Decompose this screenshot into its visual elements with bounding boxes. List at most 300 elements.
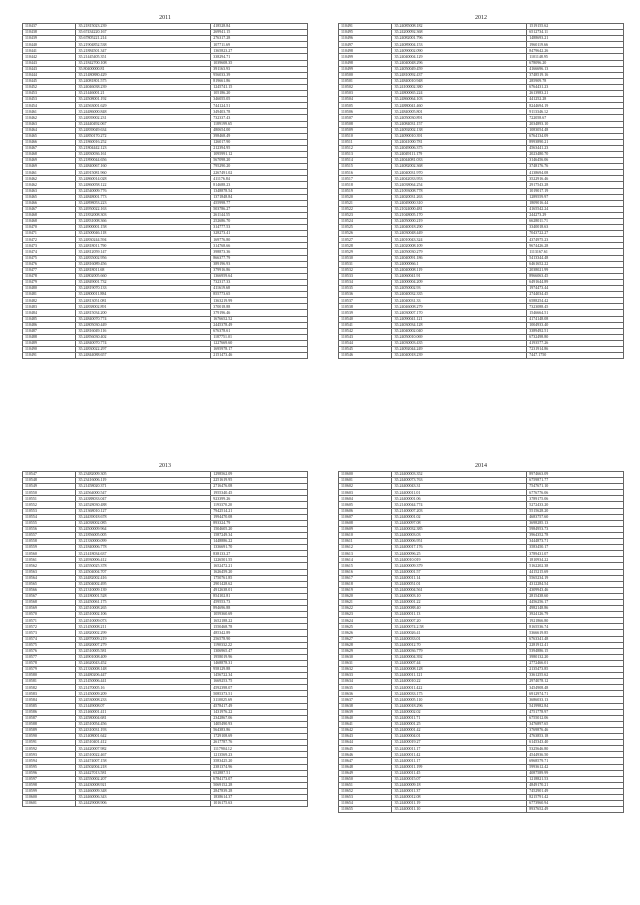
row-id-cell: 110655 [339, 807, 392, 813]
row-id-cell: 110469 [23, 158, 76, 164]
table-row [23, 353, 308, 359]
value-cell: 1059360.69 [211, 612, 308, 618]
row-id-cell: 110468 [23, 212, 76, 218]
row-id-cell: 110569 [23, 606, 76, 612]
value-cell: 1958019.96 [211, 654, 308, 660]
code-cell: 35.24500009.964 [76, 526, 211, 532]
row-id-cell: 110614 [339, 557, 392, 563]
code-cell: 35.24400012.08 [392, 794, 527, 800]
row-id-cell: 110644 [339, 740, 392, 746]
value-cell: 1348878.54 [211, 188, 308, 194]
value-cell: 1921866.80 [527, 618, 624, 624]
value-cell: 5325646.80 [527, 746, 624, 752]
code-cell: 35.24510002.106 [76, 612, 211, 618]
code-cell: 35.24050000.219 [392, 219, 527, 225]
code-cell: 35.24839049.634 [76, 127, 211, 133]
row-id-cell: 110607 [339, 514, 392, 520]
code-cell: 35.24460009.348 [76, 788, 211, 794]
value-cell: 854102.81 [211, 593, 308, 599]
row-id-cell: 110490 [23, 346, 76, 352]
row-id-cell: 110612 [339, 545, 392, 551]
value-cell: 2772466.01 [527, 660, 624, 666]
value-cell: 2381374.96 [211, 764, 308, 770]
row-id-cell: 110595 [23, 764, 76, 770]
value-cell: 6776776.06 [527, 490, 624, 496]
code-cell: 35.21884501.347 [76, 48, 211, 54]
code-cell: 35.24050002.93 [392, 286, 527, 292]
code-cell: 35.24400036.779 [392, 648, 527, 654]
code-cell: 35.80400000.81 [76, 66, 211, 72]
value-cell: 256578.90 [211, 636, 308, 642]
code-cell: 35.24835002.956 [76, 255, 211, 261]
row-id-cell: 110634 [339, 679, 392, 685]
code-cell: 35.21330000.099 [76, 539, 211, 545]
panel-title: 2013 [159, 463, 171, 469]
value-cell: 567098.20 [211, 158, 308, 164]
row-id-cell: 110564 [23, 575, 76, 581]
value-cell: 1750761.85 [211, 575, 308, 581]
code-cell: 35.24400001.57 [392, 569, 527, 575]
value-cell: 4763853.18 [527, 734, 624, 740]
table-panel-2014 [338, 463, 624, 813]
value-cell: 4087589.99 [527, 770, 624, 776]
row-id-cell: 110547 [23, 472, 76, 478]
row-id-cell: 110606 [339, 508, 392, 514]
row-id-cell: 110613 [339, 551, 392, 557]
value-cell: 732317.33 [211, 279, 308, 285]
value-cell: 2716476.08 [211, 484, 308, 490]
code-cell: 35.24840010.948 [392, 78, 527, 84]
row-id-cell: 110653 [339, 794, 392, 800]
code-cell: 35.24860058.122 [76, 182, 211, 188]
row-id-cell: 110521 [339, 200, 392, 206]
code-cell: 35.24915081.960 [76, 170, 211, 176]
code-cell: 35.24084031.157 [392, 121, 527, 127]
code-cell: 35.24400003.352 [392, 472, 527, 478]
code-cell: 35.24400011.121 [392, 673, 527, 679]
value-cell: 455998.77 [211, 200, 308, 206]
code-cell: 35.24839002.231 [76, 115, 211, 121]
value-cell: 958129.88 [211, 667, 308, 673]
code-cell: 35.24400005.110 [392, 697, 527, 703]
row-id-cell: 110491 [339, 24, 392, 30]
row-id-cell: 110512 [339, 145, 392, 151]
row-id-cell: 110452 [23, 84, 76, 90]
row-id-cell: 110587 [23, 715, 76, 721]
value-cell: 6461652.22 [527, 261, 624, 267]
value-cell: 1431976.22 [211, 709, 308, 715]
row-id-cell: 110496 [339, 36, 392, 42]
row-id-cell: 110509 [339, 127, 392, 133]
row-id-cell: 110568 [23, 599, 76, 605]
panel-title: 2011 [159, 15, 171, 21]
code-cell: 35.24840070.774 [76, 316, 211, 322]
row-id-cell: 110477 [23, 267, 76, 273]
row-id-cell: 110654 [339, 801, 392, 807]
value-cell: 7942514.21 [211, 508, 308, 514]
value-cell: 1336691.70 [211, 545, 308, 551]
row-id-cell: 110557 [23, 532, 76, 538]
row-id-cell: 110600 [23, 794, 76, 800]
row-id-cell: 110442 [23, 54, 76, 60]
value-cell: 564383.86 [211, 727, 308, 733]
value-cell: 244273.29 [527, 212, 624, 218]
code-cell: 35.24820002.299 [76, 630, 211, 636]
value-cell: 9674426.28 [527, 243, 624, 249]
code-cell: 35.24400001.02 [392, 514, 527, 520]
row-id-cell: 110609 [339, 526, 392, 532]
row-id-cell: 110650 [339, 776, 392, 782]
value-cell: 1039608.35 [211, 60, 308, 66]
value-cell: 480654.00 [211, 127, 308, 133]
value-cell: 956033.39 [211, 72, 308, 78]
code-cell: 35.24528030.488 [76, 502, 211, 508]
row-id-cell: 110620 [339, 593, 392, 599]
value-cell: 1113167.61 [527, 249, 624, 255]
value-cell: 7323088.45 [527, 304, 624, 310]
data-table [338, 471, 624, 813]
code-cell: 35.21446001.21 [76, 91, 211, 97]
row-id-cell: 110635 [339, 685, 392, 691]
value-cell: 2901428.62 [211, 581, 308, 587]
value-cell: 328273.41 [211, 231, 308, 237]
value-cell: 389196.93 [211, 261, 308, 267]
code-cell: 35.24400009.18 [392, 782, 527, 788]
code-cell: 35.24030007.170 [392, 310, 527, 316]
value-cell: 7231914.86 [527, 346, 624, 352]
code-cell: 35.24050049.459 [392, 66, 527, 72]
value-cell: 1955340.45 [211, 490, 308, 496]
row-id-cell: 110550 [23, 490, 76, 496]
value-cell: 3389492.51 [527, 328, 624, 334]
code-cell: 35.21330008.148 [76, 667, 211, 673]
row-id-cell: 110484 [23, 310, 76, 316]
value-cell: 923399.26 [211, 496, 308, 502]
code-cell: 35.24400011.14 [392, 575, 527, 581]
code-cell: 35.24429008.906 [76, 801, 211, 807]
value-cell: 732337.43 [211, 115, 308, 121]
value-cell: 6491644.89 [527, 279, 624, 285]
code-cell: 35.24400012.70 [392, 642, 527, 648]
code-cell: 35.24420007.982 [76, 746, 211, 752]
value-cell: 4578417.49 [211, 703, 308, 709]
row-id-cell: 110601 [23, 801, 76, 807]
row-id-cell: 110603 [339, 490, 392, 496]
code-cell: 35.24880041.460 [392, 103, 527, 109]
row-id-cell: 110491 [23, 353, 76, 359]
row-id-cell: 110443 [23, 66, 76, 72]
value-cell: 1227669.60 [211, 340, 308, 346]
value-cell: 2342867.06 [211, 715, 308, 721]
code-cell: 35.24000004.209 [392, 279, 527, 285]
value-cell: 4683757.60 [527, 514, 624, 520]
code-cell: 35.24500046.118 [76, 231, 211, 237]
value-cell: 5366619.85 [527, 630, 624, 636]
row-id-cell: 110600 [339, 472, 392, 478]
row-id-cell: 110566 [23, 587, 76, 593]
row-id-cell: 110594 [23, 758, 76, 764]
row-id-cell: 110533 [339, 273, 392, 279]
row-id-cell: 110468 [23, 151, 76, 157]
code-cell: 35.24400011.17 [392, 746, 527, 752]
value-cell: 1405490.93 [211, 721, 308, 727]
row-id-cell: 110549 [23, 484, 76, 490]
code-cell: 35.24898053.223 [76, 200, 211, 206]
row-id-cell: 110584 [23, 697, 76, 703]
code-cell: 35.24050030.891 [392, 115, 527, 121]
row-id-cell: 110517 [339, 176, 392, 182]
value-cell: 3146456.06 [527, 158, 624, 164]
value-cell: 6628011.71 [527, 219, 624, 225]
row-id-cell: 110499 [339, 66, 392, 72]
value-cell: 2744034.45 [527, 292, 624, 298]
value-cell: 3583425.20 [211, 758, 308, 764]
code-cell: 35.24901008.409 [76, 654, 211, 660]
value-cell: 6784173.07 [211, 776, 308, 782]
row-id-cell: 110479 [23, 279, 76, 285]
row-id-cell: 110621 [339, 599, 392, 605]
row-id-cell: 110544 [339, 340, 392, 346]
value-cell: 441252.28 [527, 97, 624, 103]
row-id-cell: 110567 [23, 593, 76, 599]
code-cell: 35.24400007.44 [392, 660, 527, 666]
row-id-cell: 110501 [339, 78, 392, 84]
code-cell: 35.24400011.17 [392, 758, 527, 764]
code-cell: 35.24049111.179 [392, 151, 527, 157]
value-cell: 1587249.34 [211, 532, 308, 538]
code-cell: 35.24400010.22 [392, 679, 527, 685]
row-id-cell: 110575 [23, 642, 76, 648]
value-cell: 503786.27 [211, 206, 308, 212]
code-cell: 35.24100002.380 [392, 84, 527, 90]
value-cell: 418528.84 [211, 24, 308, 30]
code-cell: 35.24802005.660 [76, 273, 211, 279]
value-cell: 3110025.69 [211, 697, 308, 703]
code-cell: 35.21842700.108 [76, 60, 211, 66]
code-cell: 35.24840070.774 [76, 340, 211, 346]
row-id-cell: 110626 [339, 630, 392, 636]
code-cell: 35.24400074.2.58 [392, 624, 527, 630]
code-cell: 35.24400051.01 [392, 581, 527, 587]
code-cell: 35.24400001.06 [392, 496, 527, 502]
code-cell: 35.24400011.10 [392, 807, 527, 813]
code-cell: 35.24038064.254 [392, 182, 527, 188]
row-id-cell: 110541 [339, 322, 392, 328]
data-table [22, 23, 308, 359]
code-cell: 35.24400008.128 [392, 667, 527, 673]
row-id-cell: 110441 [23, 48, 76, 54]
code-cell: 35.24450061.175 [76, 599, 211, 605]
value-cell: 169776.80 [211, 237, 308, 243]
row-id-cell: 110508 [339, 121, 392, 127]
row-id-cell: 110481 [23, 292, 76, 298]
row-id-cell: 110560 [23, 551, 76, 557]
code-cell: 35.23482009.305 [76, 472, 211, 478]
row-id-cell: 110526 [339, 231, 392, 237]
row-id-cell: 110482 [23, 298, 76, 304]
row-id-cell: 110608 [339, 520, 392, 526]
row-id-cell: 110488 [23, 334, 76, 340]
row-id-cell: 110596 [23, 770, 76, 776]
row-id-cell: 110611 [339, 539, 392, 545]
code-cell: 35.24044081.033 [392, 158, 527, 164]
value-cell: 6588254.42 [527, 298, 624, 304]
row-id-cell: 110444 [23, 72, 76, 78]
value-cell: 2151473.46 [211, 353, 308, 359]
code-cell: 35.24439018.678 [76, 514, 211, 520]
row-id-cell: 110538 [339, 304, 392, 310]
code-cell: 35.24400006.951 [392, 539, 527, 545]
row-id-cell: 110645 [339, 746, 392, 752]
code-cell: 35.24440492.067 [76, 121, 211, 127]
code-cell: 35.21804442.123 [76, 145, 211, 151]
row-id-cell: 110616 [339, 569, 392, 575]
row-id-cell: 110485 [23, 316, 76, 322]
value-cell: 4312284.54 [527, 581, 624, 587]
row-id-cell: 110524 [339, 219, 392, 225]
value-cell: 3340018.63 [527, 225, 624, 231]
row-id-cell: 110648 [339, 764, 392, 770]
row-id-cell: 110462 [23, 176, 76, 182]
row-id-cell: 110629 [339, 648, 392, 654]
row-id-cell: 110445 [23, 78, 76, 84]
value-cell: 1365823.27 [211, 48, 308, 54]
code-cell: 35.24400032.385 [392, 526, 527, 532]
row-id-cell: 110627 [339, 636, 392, 642]
row-id-cell: 110630 [339, 654, 392, 660]
row-id-cell: 110624 [339, 618, 392, 624]
row-id-cell: 110439 [23, 36, 76, 42]
row-id-cell: 110633 [339, 673, 392, 679]
code-cell: 35.24427013.581 [76, 770, 211, 776]
value-cell: 6773960.94 [527, 801, 624, 807]
code-cell: 35.24082002.368 [392, 164, 527, 170]
code-cell: 35.24092002.138 [392, 127, 527, 133]
value-cell: 5085373.51 [211, 691, 308, 697]
row-id-cell: 110470 [23, 225, 76, 231]
row-id-cell: 110511 [339, 139, 392, 145]
row-id-cell: 110463 [23, 121, 76, 127]
code-cell: 35.24092044.249 [392, 346, 527, 352]
code-cell: 35.24816089.456 [76, 261, 211, 267]
code-cell: 35.24580004.681 [76, 715, 211, 721]
code-cell: 35.24400001.22 [392, 599, 527, 605]
row-id-cell: 110504 [339, 97, 392, 103]
row-id-cell: 110469 [23, 164, 76, 170]
code-cell: 35.24486000.848 [76, 109, 211, 115]
code-cell: 35.24040002.040 [392, 328, 527, 334]
code-cell: 35.24090010.391 [392, 133, 527, 139]
code-cell: 35.24831008.366 [76, 219, 211, 225]
code-cell: 35.24860014.028 [76, 176, 211, 182]
code-cell: 35.21832008.303 [76, 212, 211, 218]
code-cell: 35.24830244.594 [76, 237, 211, 243]
row-id-cell: 110585 [23, 703, 76, 709]
value-cell: 4912638.01 [211, 587, 308, 593]
row-id-cell: 110646 [339, 752, 392, 758]
value-cell: 1960119.66 [527, 42, 624, 48]
code-cell: 35.24510005.581 [76, 648, 211, 654]
code-cell: 35.24020031.263 [392, 194, 527, 200]
value-cell: 3789431.07 [527, 551, 624, 557]
row-id-cell: 110506 [339, 109, 392, 115]
value-cell: 5419982.84 [527, 703, 624, 709]
code-cell: 35.24474007.158 [76, 758, 211, 764]
value-cell: 6912974.71 [527, 691, 624, 697]
value-cell: 7043722.27 [527, 231, 624, 237]
code-cell: 35.24540009.776 [76, 188, 211, 194]
row-id-cell: 110502 [339, 84, 392, 90]
row-id-cell: 110474 [23, 249, 76, 255]
value-cell: 349403.78 [211, 109, 308, 115]
code-cell: 35.24030034.128 [392, 322, 527, 328]
value-cell: 7452901.49 [527, 788, 624, 794]
value-cell: 1245741.15 [211, 84, 308, 90]
row-id-cell: 110556 [23, 526, 76, 532]
row-id-cell: 110525 [339, 225, 392, 231]
row-id-cell: 110466 [23, 200, 76, 206]
row-id-cell: 110454 [23, 103, 76, 109]
value-cell: 4374975.23 [527, 237, 624, 243]
code-cell: 35.24050010.069 [392, 334, 527, 340]
code-cell: 35.21840006.778 [76, 545, 211, 551]
code-cell: 35.24046038.239 [76, 84, 211, 90]
code-cell: 35.24550002.207 [76, 776, 211, 782]
value-cell: 1366959.64 [211, 273, 308, 279]
value-cell: 5515628.20 [527, 508, 624, 514]
value-cell: 2281912.41 [527, 642, 624, 648]
code-cell: 35.24400004.561 [392, 587, 527, 593]
row-id-cell: 110574 [23, 636, 76, 642]
value-cell: 3522916.46 [527, 176, 624, 182]
code-cell: 35.24856030.402 [76, 334, 211, 340]
value-cell: 4193577.26 [527, 340, 624, 346]
value-cell: 4592398.07 [211, 685, 308, 691]
row-id-cell: 110577 [23, 654, 76, 660]
row-id-cell: 110487 [23, 328, 76, 334]
value-cell: 212394.95 [211, 145, 308, 151]
value-cell: 8215791.42 [527, 794, 624, 800]
code-cell: 35.21400007.203 [392, 508, 527, 514]
table-panel-2012 [338, 15, 624, 359]
row-id-cell: 110462 [23, 115, 76, 121]
row-id-cell: 110578 [23, 660, 76, 666]
code-cell: 35.24850170.272 [76, 133, 211, 139]
value-cell: 1695978.17 [211, 346, 308, 352]
code-cell: 35.21418034.637 [76, 551, 211, 557]
code-cell: 35.24550025.378 [76, 563, 211, 569]
value-cell: 7547671.10 [527, 484, 624, 490]
row-id-cell: 110463 [23, 188, 76, 194]
row-id-cell: 110486 [23, 322, 76, 328]
code-cell: 35.24400033.175 [392, 691, 527, 697]
code-cell: 35.24082001.796 [392, 36, 527, 42]
code-cell: 35.24510022.467 [76, 752, 211, 758]
value-cell: 1456722.34 [211, 673, 308, 679]
value-cell: 2267491.02 [211, 170, 308, 176]
code-cell: 35.24460006.343 [76, 794, 211, 800]
code-cell: 35.24400017.176 [392, 545, 527, 551]
value-cell: 1187751.01 [211, 334, 308, 340]
code-cell: 35.21890044.656 [76, 158, 211, 164]
code-cell: 35.24830022.297 [76, 346, 211, 352]
code-cell: 35.24050030.279 [392, 249, 527, 255]
code-cell: 35.67805221.214 [76, 36, 211, 42]
code-cell: 35.24400003.10 [392, 593, 527, 599]
code-cell: 35.24900001.158 [76, 225, 211, 231]
row-id-cell: 110443 [23, 60, 76, 66]
value-cell: 1226501.55 [211, 557, 308, 563]
